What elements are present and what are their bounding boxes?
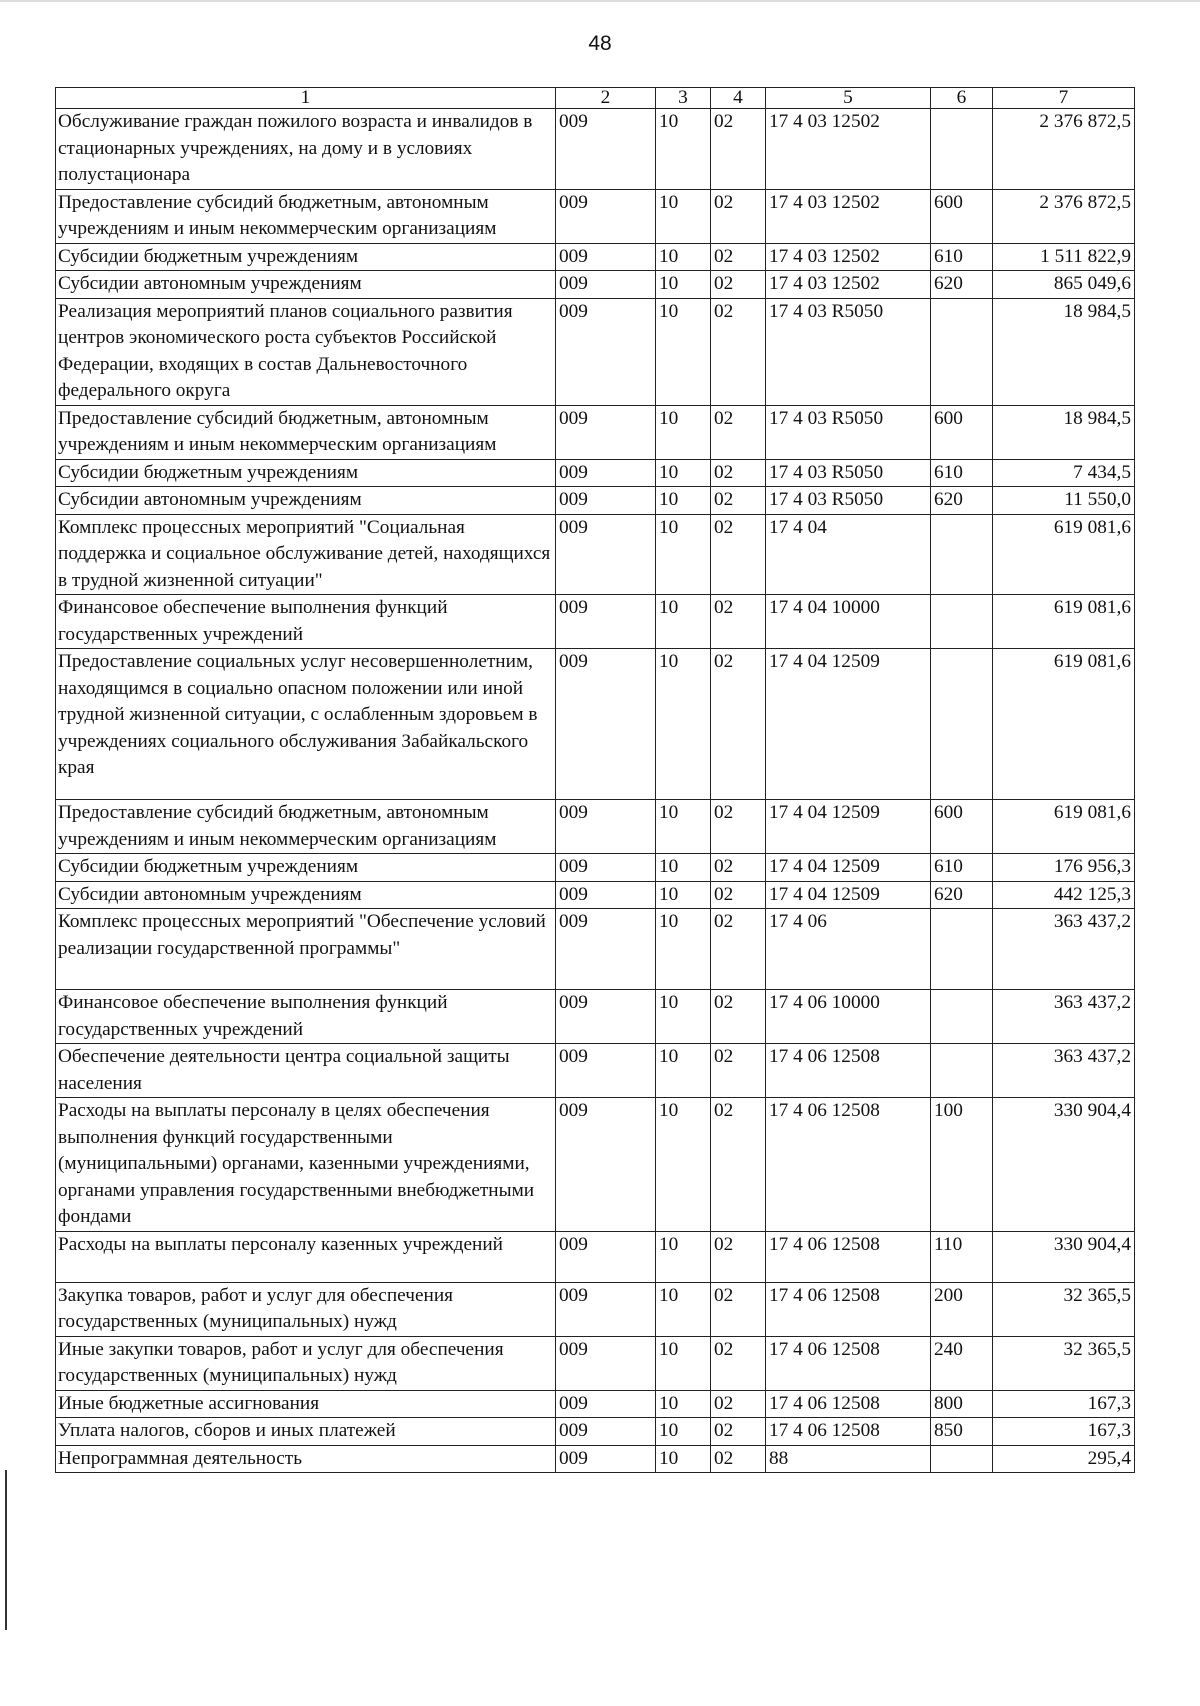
target-article-cell: 17 4 03 12502 (766, 271, 931, 299)
table-row (56, 271, 1135, 299)
section-code-cell: 10 (656, 1418, 711, 1446)
target-article-cell: 17 4 03 12502 (766, 109, 931, 190)
section-code-cell: 10 (656, 1282, 711, 1336)
amount-cell: 363 437,2 (993, 990, 1135, 1044)
amount-cell: 167,3 (993, 1390, 1135, 1418)
target-article-cell: 17 4 04 12509 (766, 649, 931, 800)
target-article-cell: 17 4 06 12508 (766, 1336, 931, 1390)
amount-cell: 442 125,3 (993, 881, 1135, 909)
target-article-cell: 17 4 03 12502 (766, 189, 931, 243)
column-number-row (56, 88, 1135, 109)
target-article-cell: 17 4 03 R5050 (766, 405, 931, 459)
grbs-code-cell: 009 (556, 1098, 656, 1232)
table-body (56, 109, 1135, 1473)
section-code-cell: 10 (656, 800, 711, 854)
expense-type-cell (931, 1445, 993, 1473)
grbs-code-cell: 009 (556, 1282, 656, 1336)
amount-cell: 7 434,5 (993, 459, 1135, 487)
section-code-cell: 10 (656, 514, 711, 595)
expense-type-cell: 600 (931, 405, 993, 459)
column-header: 3 (656, 88, 711, 109)
table-row (56, 459, 1135, 487)
expense-name-cell: Финансовое обеспечение выполнения функций государственных учреждений (56, 990, 556, 1044)
subsection-code-cell: 02 (711, 1282, 766, 1336)
grbs-code-cell: 009 (556, 1418, 656, 1446)
amount-cell: 865 049,6 (993, 271, 1135, 299)
grbs-code-cell: 009 (556, 271, 656, 299)
subsection-code-cell: 02 (711, 189, 766, 243)
section-code-cell: 10 (656, 487, 711, 515)
target-article-cell: 17 4 06 12508 (766, 1282, 931, 1336)
subsection-code-cell: 02 (711, 800, 766, 854)
amount-cell: 330 904,4 (993, 1231, 1135, 1282)
section-code-cell: 10 (656, 298, 711, 405)
expense-type-cell: 110 (931, 1231, 993, 1282)
target-article-cell: 17 4 06 12508 (766, 1418, 931, 1446)
subsection-code-cell: 02 (711, 1390, 766, 1418)
grbs-code-cell: 009 (556, 243, 656, 271)
target-article-cell: 17 4 03 12502 (766, 243, 931, 271)
expense-name-cell: Расходы на выплаты персоналу казенных учреждений (56, 1231, 556, 1282)
subsection-code-cell: 02 (711, 595, 766, 649)
target-article-cell: 17 4 03 R5050 (766, 459, 931, 487)
expense-type-cell: 100 (931, 1098, 993, 1232)
table-row (56, 990, 1135, 1044)
table-row (56, 854, 1135, 882)
expense-name-cell: Реализация мероприятий планов социального развития центров экономического роста субъектов Российской Федерации, входящих в состав Дальневосточного федерального округа (56, 298, 556, 405)
subsection-code-cell: 02 (711, 243, 766, 271)
section-code-cell: 10 (656, 595, 711, 649)
expense-type-cell (931, 595, 993, 649)
subsection-code-cell: 02 (711, 1336, 766, 1390)
section-code-cell: 10 (656, 881, 711, 909)
expense-type-cell (931, 1044, 993, 1098)
table-row (56, 1044, 1135, 1098)
target-article-cell: 17 4 04 (766, 514, 931, 595)
amount-cell: 619 081,6 (993, 595, 1135, 649)
expense-name-cell: Субсидии бюджетным учреждениям (56, 459, 556, 487)
table-row (56, 1418, 1135, 1446)
column-header: 5 (766, 88, 931, 109)
grbs-code-cell: 009 (556, 109, 656, 190)
amount-cell: 32 365,5 (993, 1282, 1135, 1336)
amount-cell: 32 365,5 (993, 1336, 1135, 1390)
grbs-code-cell: 009 (556, 800, 656, 854)
amount-cell: 619 081,6 (993, 800, 1135, 854)
expense-name-cell: Предоставление субсидий бюджетным, автономным учреждениям и иным некоммерческим организациям (56, 189, 556, 243)
expense-name-cell: Комплекс процессных мероприятий "Социальная поддержка и социальное обслуживание детей, находящихся в трудной жизненной ситуации" (56, 514, 556, 595)
subsection-code-cell: 02 (711, 909, 766, 990)
column-header: 7 (993, 88, 1135, 109)
expense-name-cell: Предоставление социальных услуг несовершеннолетним, находящимся в социально опасном положении или иной трудной жизненной ситуации, с ослабленным здоровьем в учреждениях социального обслуживания Забайкальского края (56, 649, 556, 800)
target-article-cell: 88 (766, 1445, 931, 1473)
table-row (56, 1336, 1135, 1390)
subsection-code-cell: 02 (711, 459, 766, 487)
scan-margin-line (5, 1470, 7, 1630)
section-code-cell: 10 (656, 1336, 711, 1390)
section-code-cell: 10 (656, 1098, 711, 1232)
section-code-cell: 10 (656, 459, 711, 487)
grbs-code-cell: 009 (556, 909, 656, 990)
target-article-cell: 17 4 06 12508 (766, 1231, 931, 1282)
expense-type-cell (931, 298, 993, 405)
expense-name-cell: Комплекс процессных мероприятий "Обеспечение условий реализации государственной программы" (56, 909, 556, 990)
section-code-cell: 10 (656, 1390, 711, 1418)
expense-type-cell: 600 (931, 189, 993, 243)
expense-name-cell: Непрограммная деятельность (56, 1445, 556, 1473)
expense-name-cell: Расходы на выплаты персоналу в целях обеспечения выполнения функций государственными (муниципальными) органами, казенными учреждениями, органами управления государственными внебюджетными фондами (56, 1098, 556, 1232)
grbs-code-cell: 009 (556, 990, 656, 1044)
grbs-code-cell: 009 (556, 514, 656, 595)
subsection-code-cell: 02 (711, 1044, 766, 1098)
subsection-code-cell: 02 (711, 1231, 766, 1282)
column-header: 4 (711, 88, 766, 109)
expense-type-cell: 610 (931, 459, 993, 487)
expense-type-cell (931, 514, 993, 595)
section-code-cell: 10 (656, 109, 711, 190)
subsection-code-cell: 02 (711, 649, 766, 800)
amount-cell: 363 437,2 (993, 909, 1135, 990)
table-row (56, 595, 1135, 649)
table-row (56, 1390, 1135, 1418)
subsection-code-cell: 02 (711, 405, 766, 459)
section-code-cell: 10 (656, 649, 711, 800)
grbs-code-cell: 009 (556, 459, 656, 487)
table-row (56, 800, 1135, 854)
grbs-code-cell: 009 (556, 1231, 656, 1282)
column-header: 6 (931, 88, 993, 109)
expense-name-cell: Закупка товаров, работ и услуг для обеспечения государственных (муниципальных) нужд (56, 1282, 556, 1336)
subsection-code-cell: 02 (711, 514, 766, 595)
page-top-edge (0, 0, 1200, 2)
expense-name-cell: Субсидии автономным учреждениям (56, 881, 556, 909)
grbs-code-cell: 009 (556, 487, 656, 515)
amount-cell: 176 956,3 (993, 854, 1135, 882)
section-code-cell: 10 (656, 243, 711, 271)
target-article-cell: 17 4 04 12509 (766, 881, 931, 909)
table-row (56, 649, 1135, 800)
amount-cell: 295,4 (993, 1445, 1135, 1473)
table-row (56, 1098, 1135, 1232)
amount-cell: 11 550,0 (993, 487, 1135, 515)
amount-cell: 619 081,6 (993, 514, 1135, 595)
subsection-code-cell: 02 (711, 271, 766, 299)
table-row (56, 1445, 1135, 1473)
expense-type-cell: 620 (931, 271, 993, 299)
section-code-cell: 10 (656, 1231, 711, 1282)
subsection-code-cell: 02 (711, 109, 766, 190)
table-row (56, 514, 1135, 595)
expense-type-cell (931, 109, 993, 190)
expense-type-cell: 620 (931, 881, 993, 909)
expense-name-cell: Предоставление субсидий бюджетным, автономным учреждениям и иным некоммерческим организациям (56, 405, 556, 459)
amount-cell: 2 376 872,5 (993, 189, 1135, 243)
expense-name-cell: Обеспечение деятельности центра социальной защиты населения (56, 1044, 556, 1098)
section-code-cell: 10 (656, 405, 711, 459)
table-row (56, 1282, 1135, 1336)
target-article-cell: 17 4 03 R5050 (766, 487, 931, 515)
expense-type-cell (931, 990, 993, 1044)
target-article-cell: 17 4 06 (766, 909, 931, 990)
grbs-code-cell: 009 (556, 854, 656, 882)
target-article-cell: 17 4 06 12508 (766, 1098, 931, 1232)
section-code-cell: 10 (656, 189, 711, 243)
expense-type-cell: 200 (931, 1282, 993, 1336)
subsection-code-cell: 02 (711, 487, 766, 515)
target-article-cell: 17 4 03 R5050 (766, 298, 931, 405)
grbs-code-cell: 009 (556, 298, 656, 405)
budget-table (55, 87, 1135, 1473)
subsection-code-cell: 02 (711, 1445, 766, 1473)
section-code-cell: 10 (656, 990, 711, 1044)
subsection-code-cell: 02 (711, 854, 766, 882)
grbs-code-cell: 009 (556, 1336, 656, 1390)
target-article-cell: 17 4 04 12509 (766, 800, 931, 854)
expense-type-cell: 850 (931, 1418, 993, 1446)
table-row (56, 109, 1135, 190)
expense-name-cell: Предоставление субсидий бюджетным, автономным учреждениям и иным некоммерческим организациям (56, 800, 556, 854)
table-row (56, 405, 1135, 459)
target-article-cell: 17 4 04 12509 (766, 854, 931, 882)
grbs-code-cell: 009 (556, 1390, 656, 1418)
grbs-code-cell: 009 (556, 1445, 656, 1473)
expense-name-cell: Иные бюджетные ассигнования (56, 1390, 556, 1418)
grbs-code-cell: 009 (556, 405, 656, 459)
amount-cell: 619 081,6 (993, 649, 1135, 800)
grbs-code-cell: 009 (556, 595, 656, 649)
subsection-code-cell: 02 (711, 298, 766, 405)
target-article-cell: 17 4 06 12508 (766, 1044, 931, 1098)
target-article-cell: 17 4 04 10000 (766, 595, 931, 649)
column-header: 1 (56, 88, 556, 109)
expense-type-cell: 610 (931, 243, 993, 271)
table-row (56, 298, 1135, 405)
expense-type-cell: 600 (931, 800, 993, 854)
subsection-code-cell: 02 (711, 1418, 766, 1446)
grbs-code-cell: 009 (556, 189, 656, 243)
section-code-cell: 10 (656, 1044, 711, 1098)
target-article-cell: 17 4 06 10000 (766, 990, 931, 1044)
expense-name-cell: Субсидии автономным учреждениям (56, 271, 556, 299)
amount-cell: 18 984,5 (993, 405, 1135, 459)
table-row (56, 881, 1135, 909)
table-row (56, 1231, 1135, 1282)
expense-type-cell (931, 649, 993, 800)
section-code-cell: 10 (656, 1445, 711, 1473)
amount-cell: 18 984,5 (993, 298, 1135, 405)
expense-name-cell: Финансовое обеспечение выполнения функций государственных учреждений (56, 595, 556, 649)
section-code-cell: 10 (656, 854, 711, 882)
amount-cell: 2 376 872,5 (993, 109, 1135, 190)
expense-name-cell: Субсидии автономным учреждениям (56, 487, 556, 515)
table-row (56, 189, 1135, 243)
subsection-code-cell: 02 (711, 990, 766, 1044)
grbs-code-cell: 009 (556, 1044, 656, 1098)
table-row (56, 487, 1135, 515)
page-number: 48 (588, 32, 612, 55)
expense-name-cell: Субсидии бюджетным учреждениям (56, 243, 556, 271)
amount-cell: 330 904,4 (993, 1098, 1135, 1232)
expense-name-cell: Обслуживание граждан пожилого возраста и инвалидов в стационарных учреждениях, на дому и в условиях полустационара (56, 109, 556, 190)
section-code-cell: 10 (656, 909, 711, 990)
expense-type-cell (931, 909, 993, 990)
subsection-code-cell: 02 (711, 1098, 766, 1232)
amount-cell: 363 437,2 (993, 1044, 1135, 1098)
grbs-code-cell: 009 (556, 649, 656, 800)
target-article-cell: 17 4 06 12508 (766, 1390, 931, 1418)
expense-name-cell: Иные закупки товаров, работ и услуг для обеспечения государственных (муниципальных) нужд (56, 1336, 556, 1390)
expense-type-cell: 620 (931, 487, 993, 515)
expense-name-cell: Субсидии бюджетным учреждениям (56, 854, 556, 882)
subsection-code-cell: 02 (711, 881, 766, 909)
expense-type-cell: 610 (931, 854, 993, 882)
amount-cell: 167,3 (993, 1418, 1135, 1446)
table-row (56, 909, 1135, 990)
grbs-code-cell: 009 (556, 881, 656, 909)
expense-name-cell: Уплата налогов, сборов и иных платежей (56, 1418, 556, 1446)
amount-cell: 1 511 822,9 (993, 243, 1135, 271)
expense-type-cell: 800 (931, 1390, 993, 1418)
expense-type-cell: 240 (931, 1336, 993, 1390)
section-code-cell: 10 (656, 271, 711, 299)
table-row (56, 243, 1135, 271)
column-header: 2 (556, 88, 656, 109)
